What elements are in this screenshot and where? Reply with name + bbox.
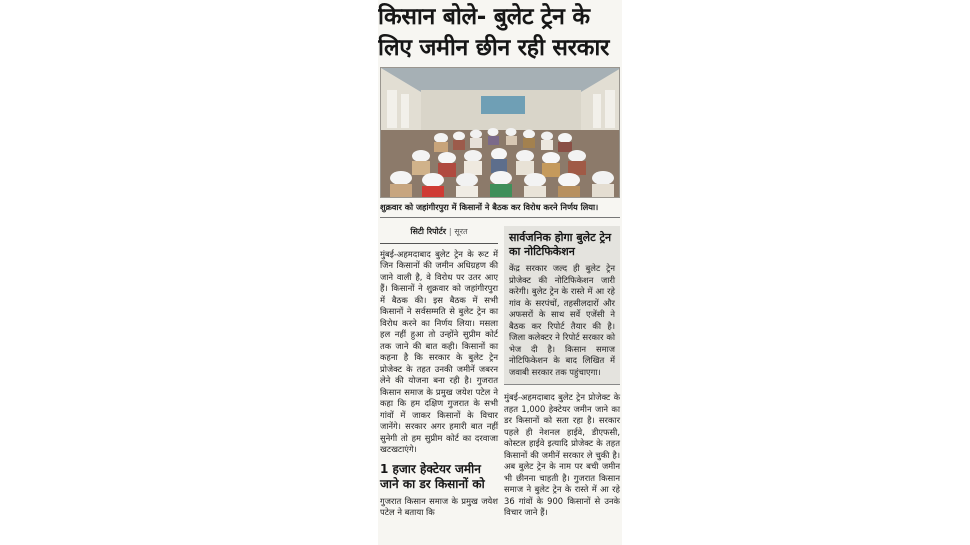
- photo-caption: शुक्रवार को जहांगीरपुरा में किसानों ने बैठक कर विरोध करने निर्णय लिया।: [380, 202, 620, 218]
- right-column-body: मुंबई-अहमदाबाद बुलेट ट्रेन प्रोजेक्ट के तहत 1,000 हेक्टेयर जमीन जाने का डर किसानों को सता रहा है। सरकार पहले ही नेशनल हाईवे, डीएफसी, कोस्टल हाईवे इत्यादि प्रोजेक्ट के तहत किसानों की जमीनें सरकार ले चुकी है। अब बुलेट ट्रेन के नाम पर बची जमीन भी छीनना चाहती है। गुजरात किसान समाज ने बुलेट ट्रेन के रास्ते में आ रहे 36 गांवों के 900 किसानों से उनके विचार जाने हैं।: [504, 392, 620, 517]
- headline: किसान बोले- बुलेट ट्रेन के लिए जमीन छीन रही सरकार: [378, 4, 610, 61]
- byline-separator: |: [448, 227, 452, 236]
- right-column: [504, 226, 620, 519]
- meeting-photo: [380, 67, 620, 198]
- notification-box-body: केंद्र सरकार जल्द ही बुलेट ट्रेन प्रोजेक्ट की नोटिफिकेशन जारी करेगी। बुलेट ट्रेन के रास्ते में आ रहे गांव के सरपंचों, तहसीलदारों और अफसरों के साथ सर्वे एजेंसी ने बैठक कर रिपोर्ट तैयार की है। जिला कलेक्टर ने रिपोर्ट सरकार को भेज दी है। किसान समाज नोटिफिकेशन के बाद लिखित में जवाबी सरकार तक पहुंचाएगा।: [509, 263, 615, 377]
- subheading: 1 हजार हेक्टेयर जमीन जाने का डर किसानों को: [380, 461, 485, 491]
- newspaper-clipping: [378, 0, 622, 545]
- left-column-body-2: गुजरात किसान समाज के प्रमुख जयेश पटेल ने बताया कि: [380, 495, 498, 517]
- byline-reporter: सिटी रिपोर्टर: [410, 227, 447, 236]
- notification-box: [504, 226, 620, 385]
- left-column: [380, 226, 498, 519]
- meeting-photo-illustration: [381, 68, 620, 198]
- byline-city: सूरत: [454, 227, 468, 236]
- byline: [380, 226, 498, 244]
- notification-box-title: सार्वजनिक होगा बुलेट ट्रेन का नोटिफिकेशन: [509, 231, 612, 258]
- left-column-body: मुंबई-अहमदाबाद बुलेट ट्रेन के रूट में जिन किसानों की जमीन अधिग्रहण की जाने वाली है, वे विरोध पर उतर आए हैं। किसानों ने शुक्रवार को जहांगीरपुरा में बैठक की। इस बैठक में सभी किसानों ने सर्वसम्मति से बुलेट ट्रेन का विरोध करने का निर्णय लिया। मसला हल नहीं हुआ तो उन्होंने सुप्रीम कोर्ट तक जाने की बात कही। किसानों का कहना है कि सरकार के बुलेट ट्रेन प्रोजेक्ट के तहत उनकी जमीनें जबरन लेने की योजना बना रही है। गुजरात किसान समाज के प्रमुख जयेश पटेल ने कहा कि हम दक्षिण गुजरात के सभी गांवों में जाकर किसानों के विचार जानेंगे। सरकार अगर हमारी बात नहीं सुनेगी तो हम सुप्रीम कोर्ट का दरवाजा खटखटाएंगे।: [380, 248, 498, 454]
